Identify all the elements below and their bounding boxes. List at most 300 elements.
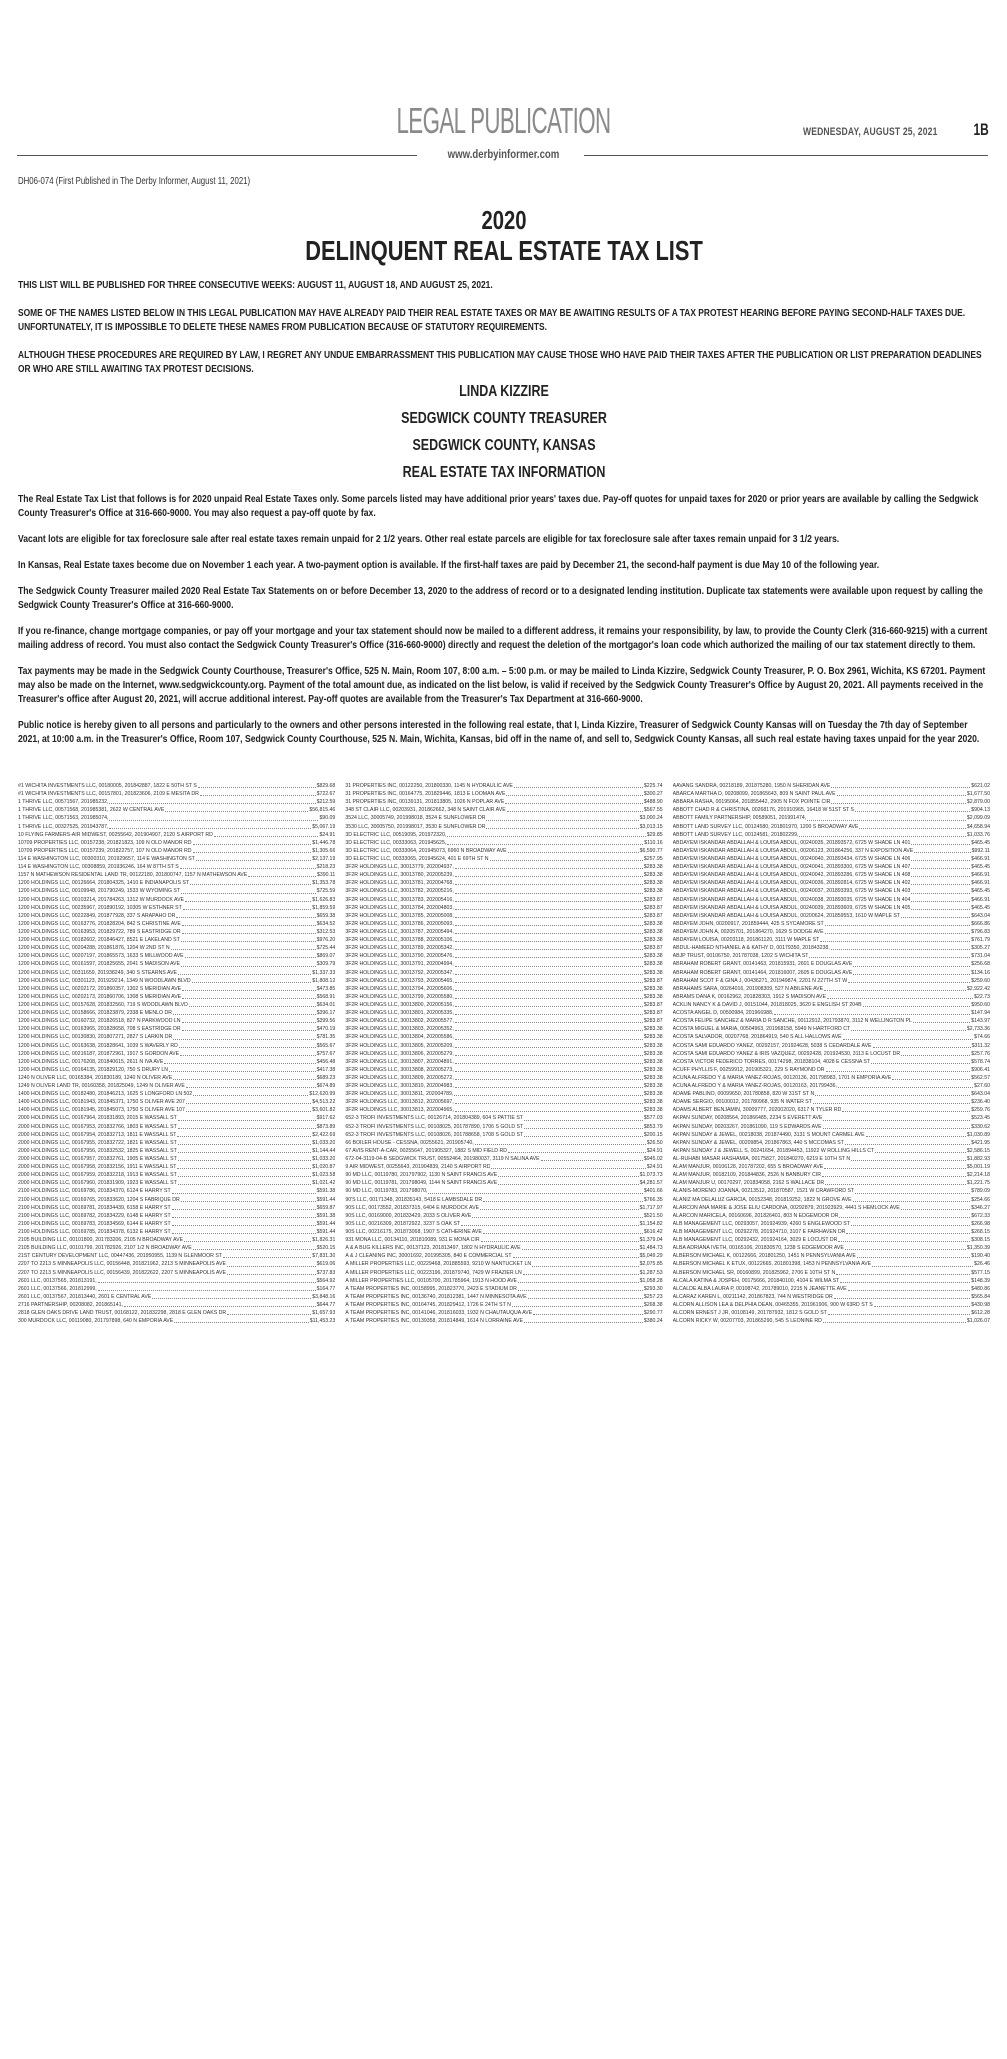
dot-leader xyxy=(189,1001,316,1007)
amount-due: $1,026.07 xyxy=(966,1318,990,1325)
dot-leader xyxy=(498,1179,638,1185)
tax-listing-entry xyxy=(673,936,990,944)
dot-leader xyxy=(178,1139,311,1145)
amount-due: $1,353.78 xyxy=(312,880,336,887)
owner-parcel-address: 652-3 TROFI INVESTMENTS LLC, 00108026, 201788658, 1708 S GOLD ST xyxy=(345,1131,524,1138)
owner-parcel-address: 31 PROPERTIES INC, 00164775, 201829446, 1813 E LOOMAN AVE xyxy=(345,791,506,798)
amount-due: $236.40 xyxy=(971,1099,990,1106)
amount-due: $2,586.15 xyxy=(966,1147,990,1154)
tax-listing-entry xyxy=(18,1301,335,1309)
owner-parcel-address: 3F2R HOLDINGS LLC, 30013802, 202005577, xyxy=(345,1018,454,1025)
dot-leader xyxy=(455,1106,643,1112)
tax-listing-entry xyxy=(673,1017,990,1025)
dot-leader xyxy=(827,993,973,999)
owner-parcel-address: ACUFF PHYLLIS F, 00259912, 201905321, 229 S RAYMOND DR xyxy=(672,1066,825,1073)
tax-listing-entry xyxy=(18,1131,335,1139)
amount-due: $147.94 xyxy=(971,1010,990,1017)
tax-listing-entry xyxy=(18,1293,335,1301)
amount-due: $1,677.50 xyxy=(966,791,990,798)
owner-parcel-address: 1200 HOLDINGS LLC, 00301123, 201929214, 1349 N WOODLAWN BLVD xyxy=(18,977,191,984)
tax-listing-entry xyxy=(673,790,990,798)
amount-due: $22.73 xyxy=(974,993,990,1000)
owner-parcel-address: ACOSTA SALVADOR, 00207768, 201864919, 540 S ALL HALLOWS AVE xyxy=(672,1034,842,1041)
tax-listing-entry xyxy=(345,863,662,871)
tax-listing-entry xyxy=(18,1147,335,1155)
dot-leader xyxy=(109,823,311,829)
notice-year: 2020 xyxy=(481,205,527,235)
dot-leader xyxy=(109,814,318,820)
dot-leader xyxy=(182,928,316,934)
amount-due: $283.87 xyxy=(643,896,663,903)
dot-leader xyxy=(171,944,316,950)
tax-listing-entry xyxy=(345,1090,662,1098)
amount-due: $659.38 xyxy=(316,912,336,919)
amount-due: $430.98 xyxy=(971,1302,990,1308)
tax-listing-entry xyxy=(18,1212,335,1220)
amount-due: $725.59 xyxy=(316,888,336,895)
amount-due: $564.92 xyxy=(316,1277,336,1284)
masthead-rule-left-full xyxy=(17,155,417,156)
tax-listing-entry xyxy=(18,1277,335,1285)
owner-parcel-address: 2100 HOLDINGS LLC, 00169783, 201834569, 6144 E HARRY ST xyxy=(18,1220,171,1227)
amount-due: $164.77 xyxy=(316,1285,336,1292)
dot-leader xyxy=(455,887,643,893)
amount-due: $1,337.33 xyxy=(312,969,336,976)
tax-listing-entry xyxy=(18,1260,335,1268)
dot-leader xyxy=(173,1074,315,1080)
tax-listing-entry xyxy=(18,1196,335,1204)
amount-due: $466.91 xyxy=(971,855,990,862)
owner-parcel-address: 1200 HOLDINGS LLC, 00161597, 201825655, 2041 S MADISON AVE xyxy=(18,961,180,968)
owner-parcel-address: ALANIS-MORENO JOANNA, 00213512, 201870587, 1521 W CRAWFORD ST xyxy=(672,1188,855,1195)
owner-parcel-address: A & A BUG KILLERS INC, 00137123, 201813497, 1802 N HYDRAULIC AVE xyxy=(345,1245,521,1252)
dot-leader xyxy=(173,1033,315,1039)
tax-listing-entry xyxy=(345,1228,662,1236)
dot-leader xyxy=(182,920,316,926)
tax-listing-entry xyxy=(345,1277,662,1285)
tax-listing-entry xyxy=(673,863,990,871)
owner-parcel-address: ABDAYEM ISKANDAR ABDALLAH & LOUISA ABDUL, 00240037, 201893393, 6725 W SHADE LN 403 xyxy=(672,888,911,895)
amount-due: $1,626.83 xyxy=(312,896,336,903)
owner-parcel-address: ALAM MANJUR U, 00170297, 201834058, 2162 S WALLACE DR xyxy=(672,1180,825,1187)
publication-reference: DH06-074 (First Published in The Derby Informer, August 11, 2021) xyxy=(18,176,251,187)
owner-parcel-address: 3F2R HOLDINGS LLC, 30013808, 202005273, xyxy=(345,1066,454,1073)
amount-due: $1,350.39 xyxy=(966,1245,990,1252)
amount-due: $1,446.78 xyxy=(312,839,336,846)
owner-parcel-address: #1 WICHITA INVESTMENTS LLC, 00180005, 201842887, 1822 E 50TH ST S xyxy=(18,783,197,789)
owner-parcel-address: ALANIZ MA DELALUZ GARCIA, 00152348, 201819252, 1822 N GROVE AVE xyxy=(672,1196,852,1203)
owner-parcel-address: 2601 LLC, 00137566, 201812999, xyxy=(18,1285,97,1292)
owner-parcel-address: A MILLER PROPERTIES LLC, 00223196, 201879740, 7429 W FRAZIER LN xyxy=(345,1269,522,1276)
amount-due: $1,221.75 xyxy=(966,1180,990,1187)
amount-due: $257.76 xyxy=(971,1050,990,1057)
amount-due: $283.87 xyxy=(643,1018,663,1025)
dot-leader xyxy=(490,855,643,861)
owner-parcel-address: 1 THRIVE LLC, 00571568, 201985381, 2622 W CENTRAL AVE xyxy=(18,807,165,814)
disclaimer-regret: ALTHOUGH THESE PROCEDURES ARE REQUIRED BY LAW, I REGRET ANY UNDUE EMBARRASSMENT THIS PUBLICATION MAY CAUSE THOSE WHO HAVE PAID THEIR TAXES AFTER THE PUBLICATION OR LIST PREPARATION DEADLINES OR WHO ARE STILL AWAITING TAX PROTEST DECISIONS. xyxy=(18,349,982,375)
dot-leader xyxy=(455,871,643,877)
dot-leader xyxy=(826,1066,971,1072)
owner-parcel-address: 1200 HOLDINGS LLC, 00207197, 201865573, 1633 S MILLWOOD AVE xyxy=(18,953,184,960)
amount-due: $1,859.59 xyxy=(312,904,336,911)
dot-leader xyxy=(177,1131,311,1137)
amount-due: $520.15 xyxy=(316,1245,336,1252)
tax-listing-entry xyxy=(18,782,335,790)
dot-leader xyxy=(447,839,643,845)
amount-due: $578.74 xyxy=(971,1058,990,1065)
amount-due: $1,826.31 xyxy=(312,1237,336,1244)
dot-leader xyxy=(455,863,643,869)
tax-listing-entry xyxy=(673,831,990,839)
tax-listing-entry xyxy=(345,1317,662,1325)
owner-parcel-address: ACOSTA SAMI EDUARDO YANEZ, 00292157, 201924628, 5038 S CEDARDALE AVE xyxy=(672,1042,872,1049)
dot-leader xyxy=(455,1025,643,1031)
dot-leader xyxy=(455,1050,643,1056)
dot-leader xyxy=(857,1252,970,1258)
amount-due: $466.91 xyxy=(971,896,990,903)
tax-listing-entry xyxy=(673,1139,990,1147)
tax-listing-entry xyxy=(673,985,990,993)
owner-parcel-address: 3F2R HOLDINGS LLC, 30013782, 202005216, xyxy=(345,888,454,895)
amount-due: $283.38 xyxy=(643,1107,663,1114)
listing-column-3 xyxy=(673,782,990,1325)
amount-due: $731.04 xyxy=(971,953,990,960)
dot-leader xyxy=(911,887,970,893)
amount-due: $225.74 xyxy=(643,783,663,789)
tax-listing-entry xyxy=(18,936,335,944)
tax-listing-entry xyxy=(18,1171,335,1179)
publish-schedule: THIS LIST WILL BE PUBLISHED FOR THREE CONSECUTIVE WEEKS: AUGUST 11, AUGUST 18, AND AUGUST 25, 2021. xyxy=(18,279,493,291)
amount-due: $523.45 xyxy=(971,1115,990,1122)
tax-listing-entry xyxy=(18,1155,335,1163)
dot-leader xyxy=(533,1309,643,1315)
owner-parcel-address: 2100 HOLDINGS LLC, 00169785, 201834378, 6132 E HARRY ST xyxy=(18,1229,171,1236)
county-name: SEDGWICK COUNTY, KANSAS xyxy=(412,437,596,454)
amount-due: $330.62 xyxy=(971,1123,990,1130)
dot-leader xyxy=(892,1074,970,1080)
amount-due: $672.33 xyxy=(971,1212,990,1219)
amount-due: $259.60 xyxy=(971,977,990,984)
dot-leader xyxy=(181,960,316,966)
tax-listing-entry xyxy=(345,1098,662,1106)
owner-parcel-address: 2207 TO 2213 S MINNEAPOLIS LLC, 00156439, 201822622, 2207 S MINNEAPOLIS AVE xyxy=(18,1269,226,1276)
amount-due: $568.91 xyxy=(316,993,336,1000)
dot-leader xyxy=(185,896,311,902)
page-number: 1B xyxy=(973,120,989,139)
owner-parcel-address: 3524 LLC, 30005749, 201998018, 3524 E SUNFLOWER DR xyxy=(345,815,486,822)
tax-listing-entry xyxy=(345,855,662,863)
dot-leader xyxy=(914,847,970,853)
owner-parcel-address: 1200 HOLDINGS LLC, 00163776, 201828204, 842 S CHRISTINE AVE xyxy=(18,920,181,927)
dot-leader xyxy=(518,1277,639,1283)
tax-listing-entry xyxy=(673,1025,990,1033)
tax-listing-entry xyxy=(345,1139,662,1147)
tax-listing-entry xyxy=(673,1252,990,1260)
dot-leader xyxy=(498,1171,638,1177)
owner-parcel-address: 1200 HOLDINGS LLC, 00311659, 201938249, 340 S STEARNS AVE xyxy=(18,969,177,976)
owner-parcel-address: 3F2R HOLDINGS LLC, 30013788, 202005106, xyxy=(345,937,454,944)
dot-leader xyxy=(825,1179,966,1185)
owner-parcel-address: ABDAYEM ISKANDAR ABDALLAH & LOUISA ABDUL, 00200624, 201859553, 1610 W MAPLE ST xyxy=(672,912,901,919)
owner-parcel-address: 2100 HOLDINGS LLC, 00169782, 201834229, 6148 E HARRY ST xyxy=(18,1212,171,1219)
owner-parcel-address: ACUNA ALFREDO Y & MARIA YANEZ-ROJAS, 00120136, 201798983, 1701 N EMPORIA AVE xyxy=(672,1074,892,1081)
amount-due: $976.20 xyxy=(316,937,336,944)
tax-listing-entry xyxy=(673,1163,990,1171)
owner-parcel-address: ABDAYEM ISKANDAR ABDALLAH & LOUISA ABDUL, 00240039, 201893609, 6725 W SHADE LN 405 xyxy=(672,904,911,911)
amount-due: $659.87 xyxy=(316,1204,336,1211)
dot-leader xyxy=(831,782,970,788)
tax-listing-entry xyxy=(18,1114,335,1122)
tax-listing-entry xyxy=(18,1285,335,1293)
dot-leader xyxy=(193,847,312,853)
amount-due: $591.44 xyxy=(316,1196,336,1203)
tax-listing-entry xyxy=(345,1309,662,1317)
dot-leader xyxy=(196,855,311,861)
amount-due: $1,379.04 xyxy=(639,1237,663,1244)
dot-leader xyxy=(455,952,643,958)
dot-leader xyxy=(845,1139,970,1145)
dot-leader xyxy=(454,1090,643,1096)
dot-leader xyxy=(834,1293,970,1299)
tax-listing-entry xyxy=(345,1042,662,1050)
dot-leader xyxy=(528,1293,643,1299)
tax-listing-entry xyxy=(345,1260,662,1268)
amount-due: $725.44 xyxy=(316,945,336,952)
dot-leader xyxy=(169,1066,316,1072)
amount-due: $283.38 xyxy=(643,961,663,968)
dot-leader xyxy=(98,1285,316,1291)
owner-parcel-address: 90 MD LLC, 00119781, 201798049, 1144 N SAINT FRANCIS AVE xyxy=(345,1180,498,1187)
owner-parcel-address: 3F2R HOLDINGS LLC, 30013783, 202005416, xyxy=(345,896,454,903)
dot-leader xyxy=(178,1171,311,1177)
owner-parcel-address: 3F2R HOLDINGS LLC, 30013805, 202005209, xyxy=(345,1042,454,1049)
dot-leader xyxy=(524,1114,643,1120)
dot-leader xyxy=(831,798,966,804)
dot-leader xyxy=(455,912,643,918)
tax-listing-entry xyxy=(345,977,662,985)
tax-listing-entry xyxy=(345,1252,662,1260)
tax-listing-entry xyxy=(18,1009,335,1017)
owner-parcel-address: 3D ELECTRIC LLC, 00333063, 201945625, xyxy=(345,839,447,846)
tax-listing-entry xyxy=(345,1171,662,1179)
amount-due: $283.38 xyxy=(643,1083,663,1090)
publication-title: LEGAL PUBLICATION xyxy=(396,100,611,141)
owner-parcel-address: 1200 HOLDINGS LLC, 00126664, 201804325, 1410 E INDIANAPOLIS ST xyxy=(18,880,190,887)
owner-parcel-address: 3F2R HOLDINGS LLC, 30013812, 202005697, xyxy=(345,1099,454,1106)
owner-parcel-address: 114 E WASHINGTON LLC, 00300310, 201929657, 114 E WASHINGTON ST xyxy=(18,855,195,862)
amount-due: $283.38 xyxy=(643,1050,663,1057)
dot-leader xyxy=(822,1171,966,1177)
dot-leader xyxy=(901,1204,970,1210)
dot-leader xyxy=(223,1252,311,1258)
tax-listing-entry xyxy=(673,1228,990,1236)
owner-parcel-address: ABRAHAMS SARA, 00264016, 201908309, 527 N ABILENE AVE xyxy=(672,985,824,992)
tax-listing-entry xyxy=(673,912,990,920)
owner-parcel-address: AKPAN SUNDAY, 00208564, 201866485, 2234 S EVERETT AVE xyxy=(672,1115,823,1122)
owner-parcel-address: 1200 HOLDINGS LLC, 00130830, 201807271, 2827 S LARKIN DR xyxy=(18,1034,173,1041)
owner-parcel-address: A MILLER PROPERTIES LLC, 00229468, 201885593, 9210 W NANTUCKET LN xyxy=(345,1261,532,1268)
amount-due: $380.24 xyxy=(643,1318,663,1325)
dot-leader xyxy=(455,1042,643,1048)
tax-listing-entry xyxy=(673,1098,990,1106)
owner-parcel-address: ABBARA RASHA, 00195064, 201855442, 2905 N FOX POINTE CIR xyxy=(672,799,831,806)
owner-parcel-address: ALARCON ANA MARIE & JOSE ELIU CARDONA, 00292879, 201923929, 4441 S HEMLOCK AVE xyxy=(672,1204,900,1211)
owner-parcel-address: 2100 HOLDINGS LLC, 00169781, 201834439, 6158 E HARRY ST xyxy=(18,1204,171,1211)
owner-parcel-address: 3F2R HOLDINGS LLC, 30013803, 202005352, xyxy=(345,1026,454,1033)
amount-due: $283.87 xyxy=(643,977,663,984)
dot-leader xyxy=(178,1155,311,1161)
dot-leader xyxy=(506,790,642,796)
dot-leader xyxy=(455,1017,643,1023)
tax-listing-entry xyxy=(345,1163,662,1171)
amount-due: $1,058.28 xyxy=(639,1277,663,1284)
owner-parcel-address: 90S LLC, 00216175, 201873068, 1907 S CATHERINE AVE xyxy=(345,1229,482,1236)
dot-leader xyxy=(522,1244,639,1250)
amount-due: $737.83 xyxy=(316,1269,336,1276)
dot-leader xyxy=(813,1098,970,1104)
tax-listing-entry xyxy=(345,790,662,798)
dot-leader xyxy=(505,798,643,804)
amount-due: $4,658.94 xyxy=(966,823,990,830)
dot-leader xyxy=(532,1260,638,1266)
amount-due: $283.38 xyxy=(643,985,663,992)
amount-due: $283.38 xyxy=(643,1026,663,1033)
amount-due: $257.23 xyxy=(643,1293,663,1300)
tax-listing-entry xyxy=(345,1001,662,1009)
tax-listing-entry xyxy=(673,960,990,968)
owner-parcel-address: 10709 PROPERTIES LLC, 00157239, 201822757, 107 N OLD MANOR RD xyxy=(18,847,192,854)
tax-listing-entry xyxy=(18,912,335,920)
tax-listing-entry xyxy=(18,960,335,968)
amount-due: $3,013.15 xyxy=(639,823,663,830)
owner-parcel-address: ABDAYEM LOUISA, 00203118, 201861120, 3111 W MAPLE ST xyxy=(672,937,820,944)
tax-listing-entry xyxy=(18,863,335,871)
tax-listing-entry xyxy=(18,806,335,814)
amount-due: $283.38 xyxy=(643,1034,663,1041)
tax-listing-entry xyxy=(345,1244,662,1252)
dot-leader xyxy=(512,1301,643,1307)
dot-leader xyxy=(164,1058,315,1064)
tax-listing-entry xyxy=(18,1228,335,1236)
dot-leader xyxy=(200,790,316,796)
tax-listing-entry xyxy=(673,920,990,928)
amount-due: $7,831.30 xyxy=(312,1253,336,1260)
notice-header xyxy=(18,176,990,746)
dot-leader xyxy=(481,1236,639,1242)
dot-leader xyxy=(911,879,970,885)
dot-leader xyxy=(875,1147,966,1153)
amount-due: $950.60 xyxy=(971,1001,990,1008)
amount-due: $1,021.42 xyxy=(312,1180,336,1187)
dot-leader xyxy=(851,1155,966,1161)
dot-leader xyxy=(845,1244,966,1250)
dot-leader xyxy=(863,1001,971,1007)
amount-due: $254.66 xyxy=(971,1196,990,1203)
dot-leader xyxy=(455,1066,643,1072)
dot-leader xyxy=(227,1260,316,1266)
owner-parcel-address: 1400 HOLDINGS LLC, 00181943, 201845371, 1750 S OLIVER AVE 207 xyxy=(18,1099,185,1106)
dot-leader xyxy=(178,1147,311,1153)
tax-listing-entry xyxy=(18,985,335,993)
amount-due: $488.90 xyxy=(643,799,663,806)
dot-leader xyxy=(911,871,970,877)
tax-listing-entry xyxy=(345,879,662,887)
dot-leader xyxy=(823,1123,971,1129)
amount-due: $283.87 xyxy=(643,945,663,952)
owner-parcel-address: 1200 HOLDINGS LLC, 00160732, 201826518, 827 N PARKWOOD LN xyxy=(18,1018,181,1025)
dot-leader xyxy=(172,1212,316,1218)
amount-due: $399.56 xyxy=(316,1018,336,1025)
tax-listing-entry xyxy=(345,985,662,993)
dot-leader xyxy=(911,863,970,869)
amount-due: $24.91 xyxy=(646,1164,663,1171)
amount-due: $674.89 xyxy=(316,1083,336,1090)
dot-leader xyxy=(855,806,970,812)
amount-due: $619.06 xyxy=(316,1261,336,1268)
owner-parcel-address: 931 MONA LLC, 00134110, 201810089, 931 E MONA CIR xyxy=(345,1237,480,1244)
amount-due: $466.91 xyxy=(971,880,990,887)
tax-listing-entry xyxy=(18,847,335,855)
tax-listing-entry xyxy=(673,1285,990,1293)
amount-due: $266.98 xyxy=(971,1220,990,1227)
amount-due: $757.67 xyxy=(316,1050,336,1057)
owner-parcel-address: 3F2R HOLDINGS LLC, 30013787, 202005494, xyxy=(345,928,454,935)
amount-due: $465.45 xyxy=(971,864,990,871)
tax-listing-entry xyxy=(18,1269,335,1277)
dot-leader xyxy=(815,1090,970,1096)
dot-leader xyxy=(124,1301,316,1307)
amount-due: $1,657.93 xyxy=(312,1310,336,1317)
dot-leader xyxy=(192,977,312,983)
owner-parcel-address: 3F2R HOLDINGS LLC, 30013784, 202004803, xyxy=(345,904,454,911)
dot-leader xyxy=(871,1058,970,1064)
owner-parcel-address: 90S LLC, 00173552, 201837315, 6404 E MURDOCK AVE xyxy=(345,1204,480,1211)
owner-parcel-address: 2000 HOLDINGS LLC, 00167960, 201831909, 1923 E WASSALL ST xyxy=(18,1180,177,1187)
tax-listing-entry xyxy=(345,920,662,928)
tax-listing-entry xyxy=(673,977,990,985)
owner-parcel-address: 348 ST CLAIR LLC, 00203931, 201862662, 348 N SAINT CLAIR AVE xyxy=(345,807,506,814)
website-link[interactable]: www.derbyinformer.com xyxy=(447,147,560,161)
amount-due: $12,620.99 xyxy=(309,1091,336,1098)
dot-leader xyxy=(837,790,966,796)
dot-leader xyxy=(184,1236,311,1242)
owner-parcel-address: 67 AVIS RENT-A-CAR, 00255647, 201905327, 1882 S MID FIELD RD xyxy=(345,1147,507,1154)
amount-due: $565.67 xyxy=(316,1042,336,1049)
owner-parcel-address: 3F2R HOLDINGS LLC, 30013801, 202005335, xyxy=(345,1010,454,1017)
owner-parcel-address: ADAME SERGIO, 00100012, 201780968, 935 N WATER ST xyxy=(672,1099,812,1106)
amount-due: $200.15 xyxy=(643,1131,663,1138)
owner-parcel-address: 3F2R HOLDINGS LLC, 30013793, 202005465, xyxy=(345,977,454,984)
owner-parcel-address: AKPAN SUNDAY, 00203267, 201861090, 119 S EDWARDS AVE xyxy=(672,1123,822,1130)
dot-leader xyxy=(514,782,643,788)
amount-due: $1,717.97 xyxy=(639,1204,663,1211)
dot-leader xyxy=(174,1317,309,1323)
tax-listing-entry xyxy=(345,1204,662,1212)
amount-due: $761.79 xyxy=(971,937,990,944)
dot-leader xyxy=(524,1317,643,1323)
tax-listing-entry xyxy=(673,855,990,863)
tax-listing-entry xyxy=(18,879,335,887)
owner-parcel-address: 1200 HOLDINGS LLC, 00202172, 201860357, 1302 S MERIDIAN AVE xyxy=(18,985,182,992)
amount-due: $591.44 xyxy=(316,1220,336,1227)
tax-listing-entry xyxy=(345,1009,662,1017)
dot-leader xyxy=(828,1309,970,1315)
amount-due: $90.09 xyxy=(319,815,336,822)
owner-parcel-address: 672-04-3119-04-B SEDGWICK TRUST, 00552464, 201980037, 3119 N SALINA AVE xyxy=(345,1156,540,1163)
listing-column-2 xyxy=(345,782,662,1325)
owner-parcel-address: A TEAM PROPERTIES INC, 00136740, 201812381, 1447 N MINNESOTA AVE xyxy=(345,1293,527,1300)
tax-listing-entry xyxy=(18,969,335,977)
